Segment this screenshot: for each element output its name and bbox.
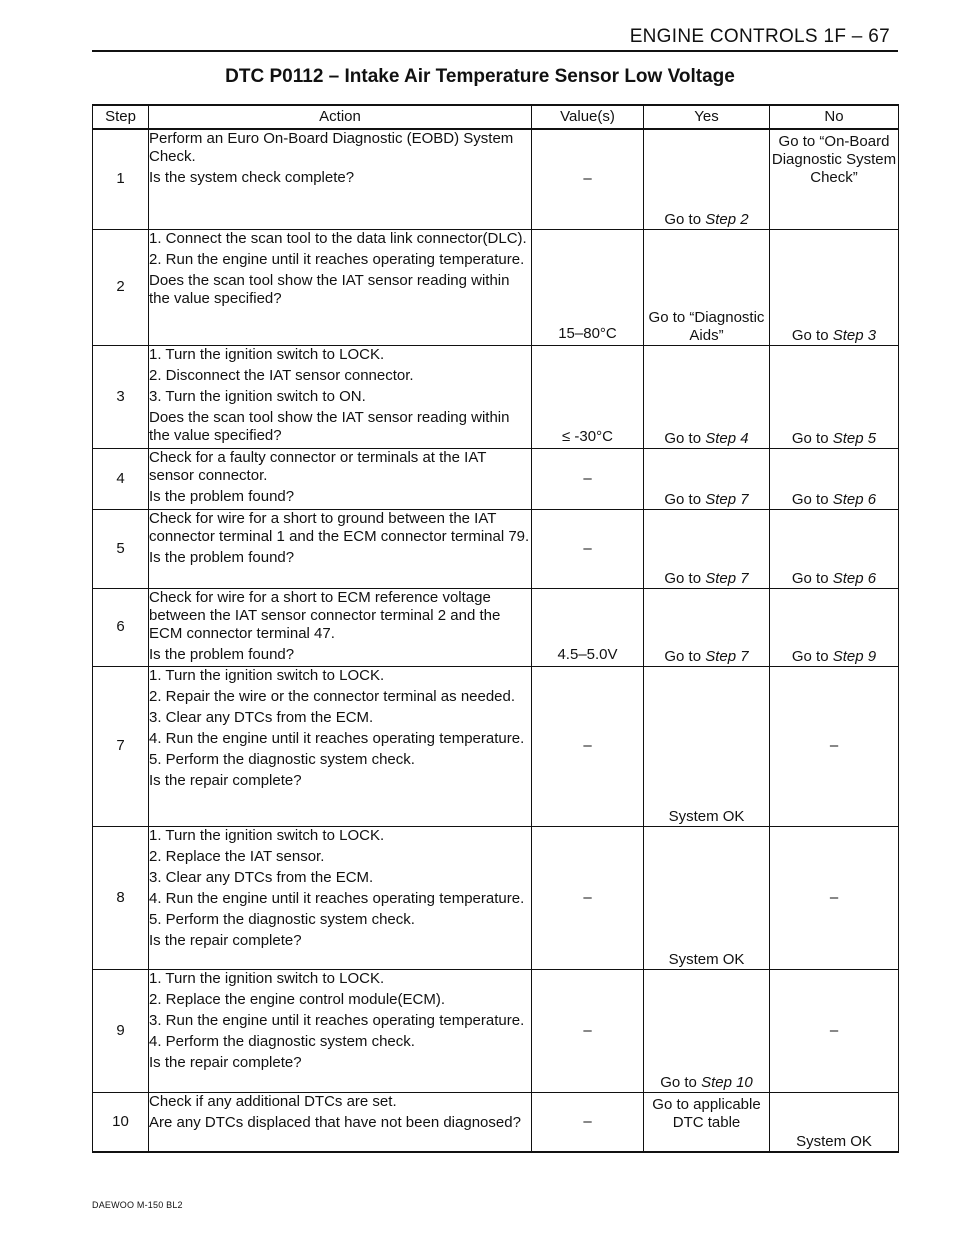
diagnostic-table [92, 104, 899, 1153]
goto-prefix: Go to [791, 429, 829, 447]
action-steps [149, 230, 531, 269]
action-cell [149, 826, 532, 969]
action-step: 5. Perform the diagnostic system check. [149, 750, 415, 768]
no-cell [770, 448, 899, 509]
action-step: 1. Turn the ignition switch to LOCK. [149, 345, 385, 363]
no-cell: – [770, 666, 899, 826]
action-step: 2. Replace the engine control module(ECM). [149, 990, 445, 1008]
page-header: ENGINE CONTROLS 1F – 67 [629, 26, 890, 47]
goto-prefix: Go to [791, 647, 829, 665]
value-cell: – [532, 509, 644, 588]
no-cell: – [770, 826, 899, 969]
no-cell: – [770, 969, 899, 1092]
action-text: Check for a faulty connector or terminals at the IAT sensor connector. [149, 448, 487, 484]
goto-target: Step 6 [832, 490, 877, 508]
value-cell: – [532, 129, 644, 229]
action-step: 4. Perform the diagnostic system check. [149, 1032, 415, 1050]
action-step: 3. Run the engine until it reaches operating temperature. [149, 1011, 525, 1029]
action-cell [149, 1092, 532, 1152]
action-step: 1. Turn the ignition switch to LOCK. [149, 826, 385, 844]
goto-target: Step 10 [701, 1073, 753, 1091]
goto-prefix: Go to [664, 429, 702, 447]
action-cell [149, 509, 532, 588]
action-cell [149, 229, 532, 345]
action-cell [149, 129, 532, 229]
action-step: 3. Clear any DTCs from the ECM. [149, 868, 374, 886]
table-row [93, 229, 899, 345]
action-step: 1. Connect the scan tool to the data link connector(DLC). [149, 229, 527, 247]
table-row [93, 448, 899, 509]
table-row [93, 1092, 899, 1152]
action-question: Are any DTCs displaced that have not been diagnosed? [149, 1113, 521, 1131]
action-step: 2. Disconnect the IAT sensor connector. [149, 366, 414, 384]
yes-cell: System OK [644, 826, 770, 969]
goto-target: Step 5 [832, 429, 877, 447]
action-cell [149, 666, 532, 826]
action-steps [149, 970, 531, 1051]
action-question: Is the system check complete? [149, 169, 355, 186]
no-cell [770, 345, 899, 448]
value-cell: – [532, 969, 644, 1092]
action-cell [149, 448, 532, 509]
action-question: Is the repair complete? [149, 771, 302, 789]
action-question: Does the scan tool show the IAT sensor reading within the value specified? [149, 271, 510, 307]
action-cell [149, 969, 532, 1092]
page-footer: DAEWOO M-150 BL2 [92, 1200, 183, 1210]
goto-prefix: Go to [664, 569, 702, 587]
action-question: Is the repair complete? [149, 1053, 302, 1071]
action-text: Perform an Euro On-Board Diagnostic (EOBD) System Check. [149, 130, 514, 165]
goto-prefix: Go to [664, 490, 702, 508]
step-number: 4 [93, 448, 149, 509]
step-number: 2 [93, 229, 149, 345]
action-question: Is the problem found? [149, 645, 295, 663]
action-step: 3. Turn the ignition switch to ON. [149, 387, 366, 405]
column-header-yes: Yes [644, 105, 770, 129]
action-step: 3. Clear any DTCs from the ECM. [149, 708, 374, 726]
table-row [93, 826, 899, 969]
step-number: 1 [93, 129, 149, 229]
goto-target: Step 6 [832, 569, 877, 587]
yes-cell [644, 345, 770, 448]
goto-prefix: Go to [664, 210, 702, 228]
goto-target: Step 7 [705, 647, 749, 665]
column-header-value: Value(s) [532, 105, 644, 129]
action-text: Check if any additional DTCs are set. [149, 1092, 397, 1110]
yes-cell [644, 448, 770, 509]
goto-prefix: Go to [791, 490, 829, 508]
action-cell [149, 588, 532, 666]
value-cell: 15–80°C [532, 229, 644, 345]
no-cell [770, 229, 899, 345]
value-cell: ≤ -30°C [532, 345, 644, 448]
yes-cell [644, 129, 770, 229]
action-question: Does the scan tool show the IAT sensor reading within the value specified? [149, 408, 510, 444]
step-number: 5 [93, 509, 149, 588]
step-number: 10 [93, 1092, 149, 1152]
goto-target: Step 7 [705, 490, 749, 508]
action-text: Check for wire for a short to ground between the IAT connector terminal 1 and the ECM connector terminal 79. [149, 509, 530, 545]
value-cell: – [532, 666, 644, 826]
yes-cell [644, 969, 770, 1092]
column-header-action: Action [149, 105, 532, 129]
step-number: 6 [93, 588, 149, 666]
value-cell: – [532, 826, 644, 969]
goto-prefix: Go to [791, 569, 829, 587]
action-text: Check for wire for a short to ECM reference voltage between the IAT sensor connector terminal 2 and the ECM connector terminal 47. [149, 588, 501, 642]
header-rule [92, 50, 898, 52]
action-step: 4. Run the engine until it reaches operating temperature. [149, 729, 525, 747]
table-header-row [93, 105, 899, 129]
value-cell: – [532, 1092, 644, 1152]
action-steps [149, 346, 531, 406]
goto-target: Step 7 [705, 569, 749, 587]
column-header-step: Step [93, 105, 149, 129]
action-step: 1. Turn the ignition switch to LOCK. [149, 969, 385, 987]
table-row [93, 969, 899, 1092]
table-row [93, 588, 899, 666]
table-row [93, 345, 899, 448]
goto-prefix: Go to [791, 326, 829, 344]
no-cell: System OK [770, 1092, 899, 1152]
action-step: 2. Run the engine until it reaches operating temperature. [149, 250, 525, 268]
column-header-no: No [770, 105, 899, 129]
table-row [93, 509, 899, 588]
page-title: DTC P0112 – Intake Air Temperature Sensor Low Voltage [225, 66, 735, 87]
table-row [93, 129, 899, 229]
goto-target: Step 3 [832, 326, 877, 344]
action-cell [149, 345, 532, 448]
goto-prefix: Go to [660, 1073, 697, 1091]
action-question: Is the repair complete? [149, 931, 302, 949]
action-step: 2. Repair the wire or the connector terminal as needed. [149, 687, 516, 705]
value-cell: 4.5–5.0V [532, 588, 644, 666]
yes-cell: Go to “Diagnostic Aids” [644, 229, 770, 345]
action-question: Is the problem found? [149, 487, 295, 505]
goto-target: Step 2 [705, 210, 749, 228]
yes-cell [644, 588, 770, 666]
action-question: Is the problem found? [149, 548, 295, 566]
action-step: 5. Perform the diagnostic system check. [149, 910, 415, 928]
goto-target: Step 9 [832, 647, 877, 665]
action-steps [149, 667, 531, 769]
no-cell: Go to “On-Board Diagnostic System Check” [770, 129, 899, 229]
step-number: 9 [93, 969, 149, 1092]
yes-cell [644, 509, 770, 588]
goto-prefix: Go to [664, 647, 702, 665]
goto-target: Step 4 [705, 429, 749, 447]
step-number: 7 [93, 666, 149, 826]
value-cell: – [532, 448, 644, 509]
no-cell [770, 588, 899, 666]
step-number: 8 [93, 826, 149, 969]
step-number: 3 [93, 345, 149, 448]
action-step: 4. Run the engine until it reaches operating temperature. [149, 889, 525, 907]
yes-cell: System OK [644, 666, 770, 826]
no-cell [770, 509, 899, 588]
yes-cell: Go to applicable DTC table [644, 1092, 770, 1152]
action-step: 2. Replace the IAT sensor. [149, 847, 325, 865]
action-step: 1. Turn the ignition switch to LOCK. [149, 666, 385, 684]
table-row [93, 666, 899, 826]
action-steps [149, 827, 531, 929]
